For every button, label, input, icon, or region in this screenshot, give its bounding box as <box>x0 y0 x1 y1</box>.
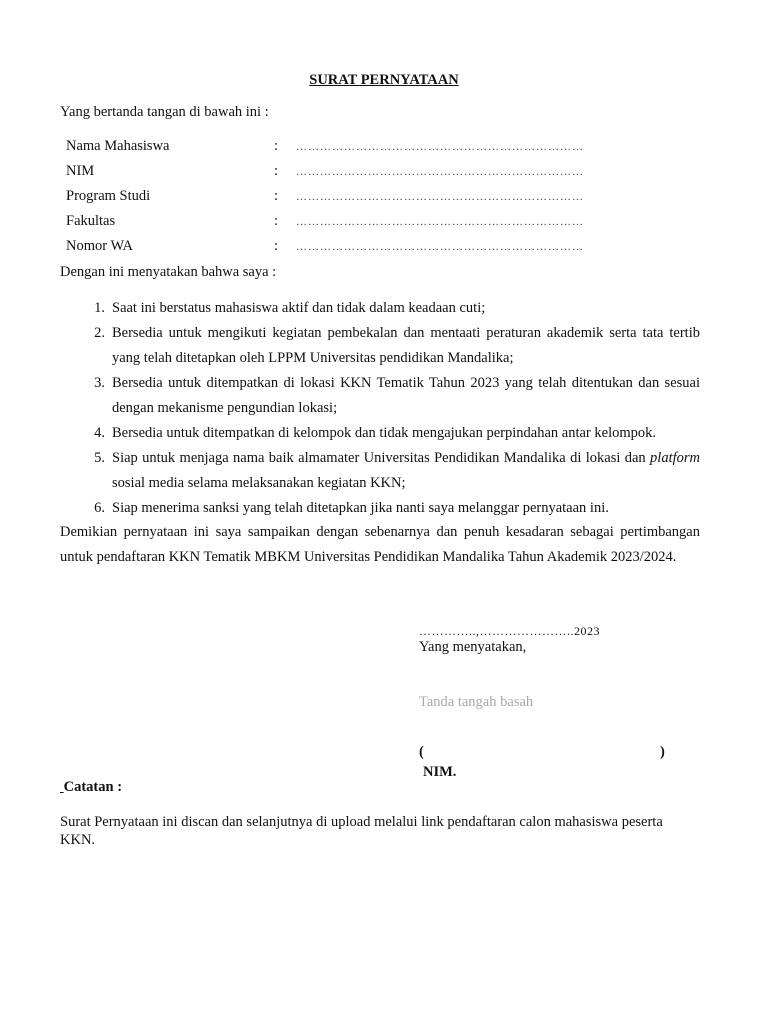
list-item <box>60 371 700 421</box>
signature-block <box>419 624 679 710</box>
list-item <box>60 321 700 371</box>
identity-fields <box>66 138 666 263</box>
statement-list <box>60 296 700 521</box>
list-text-part: sosial media selama melaksanakan kegiatan KKN; <box>112 475 406 491</box>
field-colon: : <box>274 138 279 154</box>
field-row-nomor-wa <box>66 238 666 263</box>
list-number: 2. <box>94 325 105 341</box>
field-row-nim <box>66 163 666 188</box>
field-row-fakultas <box>66 213 666 238</box>
list-text: Bersedia untuk mengikuti kegiatan pembekalan dan mentaati peraturan akademik serta tata tertib yang telah ditetapkan oleh LPPM Universitas pendidikan Mandalika; <box>112 325 700 366</box>
statement-intro: Dengan ini menyatakan bahwa saya : <box>60 264 277 280</box>
list-item <box>60 446 700 496</box>
list-text: Bersedia untuk ditempatkan di kelompok dan tidak mengajukan perpindahan antar kelompok. <box>112 425 657 441</box>
list-number: 6. <box>94 500 105 516</box>
list-number: 4. <box>94 425 105 441</box>
field-blank: ……………………………………………………………… <box>296 141 584 153</box>
document-title: SURAT PERNYATAAN <box>309 72 459 88</box>
field-blank: ……………………………………………………………… <box>296 216 584 228</box>
list-text-italic: platform <box>650 450 700 466</box>
field-row-nama <box>66 138 666 163</box>
list-number: 5. <box>94 450 105 466</box>
list-text <box>105 446 700 496</box>
list-number: 1. <box>94 300 105 316</box>
field-label: Fakultas <box>66 213 116 229</box>
list-number: 3. <box>94 375 105 391</box>
closing-paragraph: Demikian pernyataan ini saya sampaikan dengan sebenarnya dan penuh kesadaran sebagai pertimbangan untuk pendaftaran KKN Tematik MBKM Universitas Pendidikan Mandalika Tahun Akademik 2023/2024. <box>60 524 700 565</box>
note-heading-text: Catatan : <box>63 779 123 795</box>
list-item <box>60 496 700 521</box>
field-blank: ……………………………………………………………… <box>296 241 584 253</box>
field-label: NIM <box>66 163 95 179</box>
list-text-part: Siap untuk menjaga nama baik almamater Universitas Pendidikan Mandalika di lokasi dan <box>112 450 651 466</box>
signature-placeholder: Tanda tangah basah <box>419 694 534 710</box>
intro-text: Yang bertanda tangan di bawah ini : <box>60 104 269 120</box>
field-colon: : <box>274 188 279 204</box>
field-label: Nomor WA <box>66 238 133 254</box>
field-label: Program Studi <box>66 188 151 204</box>
list-item <box>60 421 700 446</box>
signature-label: Yang menyatakan, <box>419 639 527 655</box>
name-paren-open: ( <box>419 744 424 760</box>
signature-date-line: …………..,…………………..2023 <box>419 624 600 638</box>
field-colon: : <box>274 163 279 179</box>
name-paren-close: ) <box>660 744 665 760</box>
list-text: Bersedia untuk ditempatkan di lokasi KKN Tematik Tahun 2023 yang telah ditentukan dan sesuai dengan mekanisme pengundian lokasi; <box>112 375 700 416</box>
note-heading <box>60 779 122 796</box>
field-colon: : <box>274 238 279 254</box>
field-blank: ……………………………………………………………… <box>296 191 584 203</box>
field-label: Nama Mahasiswa <box>66 138 170 154</box>
list-text: Saat ini berstatus mahasiswa aktif dan tidak dalam keadaan cuti; <box>112 300 486 316</box>
field-row-prodi <box>66 188 666 213</box>
note-text: Surat Pernyataan ini discan dan selanjutnya di upload melalui link pendaftaran calon mahasiswa peserta KKN. <box>60 814 663 848</box>
field-colon: : <box>274 213 279 229</box>
list-text: Siap menerima sanksi yang telah ditetapkan jika nanti saya melanggar pernyataan ini. <box>112 500 609 516</box>
list-item <box>60 296 700 321</box>
signature-nim: NIM. <box>423 764 457 780</box>
field-blank: ……………………………………………………………… <box>296 166 584 178</box>
